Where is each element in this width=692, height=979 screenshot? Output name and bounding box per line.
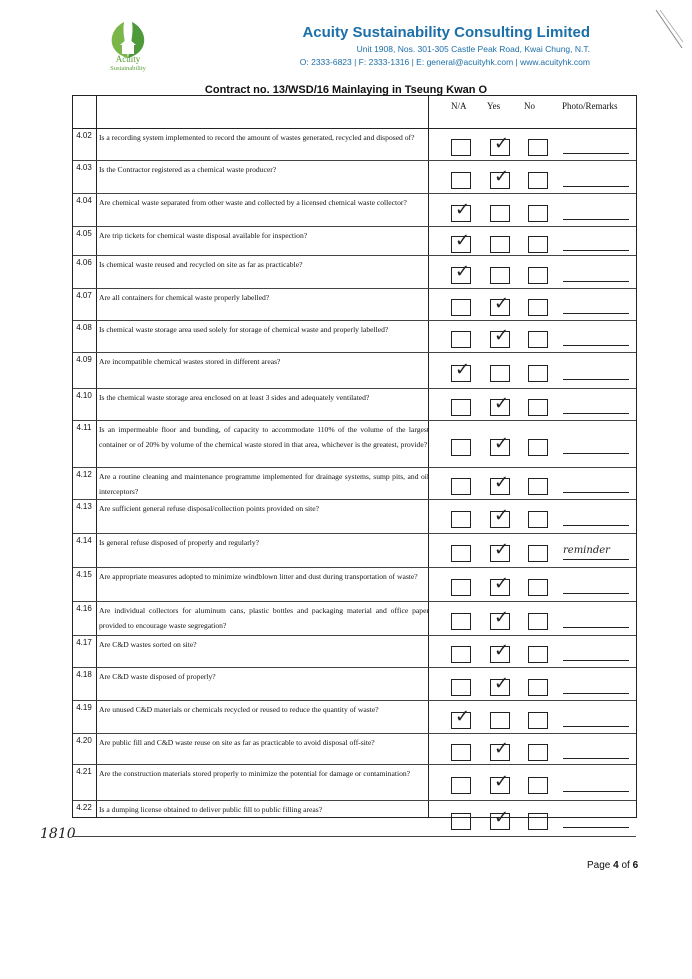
contract-title: Contract no. 13/WSD/16 Mainlaying in Tseung Kwan O: [204, 84, 488, 96]
checkbox-na[interactable]: [451, 230, 471, 253]
remark-line: [563, 345, 629, 346]
item-question: Is general refuse disposed of properly and regularly?: [99, 538, 260, 547]
table-row: [73, 701, 636, 734]
table-row: [73, 801, 636, 837]
checkbox-no[interactable]: [528, 236, 548, 253]
item-question: Is chemical waste reused and recycled on site as far as practicable?: [99, 260, 303, 269]
table-row: [73, 194, 636, 227]
item-question: Are a routine cleaning and maintenance programme implemented for drainage systems, sump pits, and oil interceptors?: [99, 472, 429, 496]
checkbox-na[interactable]: [451, 511, 471, 528]
checkbox-yes[interactable]: [490, 267, 510, 284]
item-question: Is a recording system implemented to record the amount of wastes generated, recycled and disposed of?: [99, 133, 415, 142]
checkbox-no[interactable]: [528, 813, 548, 830]
checkbox-na[interactable]: [451, 545, 471, 562]
table-row: [73, 421, 636, 468]
item-number: 4.20: [76, 736, 92, 745]
item-question: Are incompatible chemical wastes stored in different areas?: [99, 357, 281, 366]
checkbox-yes[interactable]: [490, 393, 510, 416]
item-question: Is the chemical waste storage area enclosed on at least 3 sides and adequately ventilated?: [99, 393, 370, 402]
item-number: 4.22: [76, 803, 92, 812]
remark-line: [563, 453, 629, 454]
checkbox-no[interactable]: [528, 712, 548, 729]
table-row: [73, 321, 636, 353]
checkbox-no[interactable]: [528, 299, 548, 316]
tick-mark: ✓: [494, 607, 510, 628]
item-question: Are the construction materials stored properly to minimize the potential for damage or contamination?: [99, 769, 411, 778]
tick-mark: ✓: [455, 199, 471, 220]
item-question: Are appropriate measures adopted to minimize windblown litter and dust during transportation of waste?: [99, 572, 418, 581]
checkbox-yes[interactable]: [490, 712, 510, 729]
tick-mark: ✓: [494, 771, 510, 792]
item-number: 4.09: [76, 355, 92, 364]
remark-line: [563, 726, 629, 727]
company-name: Acuity Sustainability Consulting Limited: [302, 24, 590, 41]
checkbox-yes[interactable]: [490, 433, 510, 456]
col-na: N/A: [451, 101, 467, 111]
checkbox-no[interactable]: [528, 744, 548, 761]
tick-mark: ✓: [494, 293, 510, 314]
remark-line: [563, 413, 629, 414]
item-question: Is an impermeable floor and bunding, of capacity to accommodate 110% of the volume of the largest container or of 20% by volume of the chemical waste stored in that area, whichever is the greatest, provide?: [99, 425, 429, 449]
item-number: 4.17: [76, 638, 92, 647]
checkbox-na[interactable]: [451, 199, 471, 222]
checkbox-na[interactable]: [451, 777, 471, 794]
tick-mark: ✓: [494, 433, 510, 454]
remark-line: [563, 250, 629, 251]
remark-line: [563, 791, 629, 792]
company-block: [300, 24, 590, 67]
item-question: Is the Contractor registered as a chemical waste producer?: [99, 165, 277, 174]
remark-line: [563, 525, 629, 526]
checkbox-yes[interactable]: [490, 607, 510, 630]
table-row: [73, 765, 636, 801]
checkbox-yes[interactable]: [490, 365, 510, 382]
item-number: 4.02: [76, 131, 92, 140]
checkbox-no[interactable]: [528, 331, 548, 348]
remark-line: [563, 219, 629, 220]
checkbox-no[interactable]: [528, 613, 548, 630]
item-number: 4.11: [76, 423, 92, 432]
table-row: [73, 636, 636, 668]
checkbox-na[interactable]: [451, 399, 471, 416]
item-number: 4.16: [76, 604, 92, 613]
checkbox-no[interactable]: [528, 545, 548, 562]
checkbox-na[interactable]: [451, 359, 471, 382]
company-address: Unit 1908, Nos. 301-305 Castle Peak Road, Kwai Chung, N.T.: [356, 44, 590, 54]
remark-line: [563, 379, 629, 380]
tick-mark: ✓: [494, 325, 510, 346]
item-number: 4.15: [76, 570, 92, 579]
tick-mark: ✓: [494, 807, 510, 828]
remark-line: [563, 153, 629, 154]
tick-mark: ✓: [455, 261, 471, 282]
item-number: 4.12: [76, 470, 92, 479]
item-number: 4.14: [76, 536, 92, 545]
item-question: Are sufficient general refuse disposal/collection points provided on site?: [99, 504, 320, 513]
checkbox-yes[interactable]: [490, 166, 510, 189]
checkbox-no[interactable]: [528, 172, 548, 189]
remark-line: [563, 827, 629, 828]
item-number: 4.18: [76, 670, 92, 679]
company-contact: O: 2333-6823 | F: 2333-1316 | E: general@acuityhk.com | www.acuityhk.com: [299, 57, 590, 67]
checkbox-na[interactable]: [451, 299, 471, 316]
checkbox-na[interactable]: [451, 139, 471, 156]
table-row: [73, 500, 636, 534]
checkbox-yes[interactable]: [490, 133, 510, 156]
remark-line: [563, 492, 629, 493]
remark-line: [563, 758, 629, 759]
checkbox-no[interactable]: [528, 267, 548, 284]
table-row: [73, 256, 636, 289]
checkbox-na[interactable]: [451, 744, 471, 761]
checkbox-na[interactable]: [451, 679, 471, 696]
checkbox-yes[interactable]: [490, 640, 510, 663]
item-number: 4.05: [76, 229, 92, 238]
checkbox-yes[interactable]: [490, 293, 510, 316]
table-row: [73, 389, 636, 421]
item-number: 4.21: [76, 767, 92, 776]
checkbox-yes[interactable]: [490, 573, 510, 596]
handwritten-note: 1810: [40, 826, 76, 842]
item-question: Is chemical waste storage area used solely for storage of chemical waste and properly labelled?: [99, 325, 389, 334]
item-question: Are all containers for chemical waste properly labelled?: [99, 293, 270, 302]
tick-mark: ✓: [455, 230, 471, 251]
page-number: Page 4 of 6: [587, 860, 639, 871]
logo-text: Acuity Sustainability: [110, 54, 146, 72]
item-question: Is a dumping license obtained to deliver public fill to public filling areas?: [99, 805, 323, 814]
table-header: [73, 96, 636, 129]
tick-mark: ✓: [494, 505, 510, 526]
item-question: Are individual collectors for aluminum cans, plastic bottles and packaging material and office paper provided to encourage waste segregation?: [99, 606, 429, 630]
checkbox-na[interactable]: [451, 439, 471, 456]
checkbox-yes[interactable]: [490, 205, 510, 222]
checkbox-no[interactable]: [528, 511, 548, 528]
checkbox-na[interactable]: [451, 579, 471, 596]
checkbox-na[interactable]: [451, 646, 471, 663]
tick-mark: ✓: [494, 393, 510, 414]
tick-mark: ✓: [494, 166, 510, 187]
item-number: 4.10: [76, 391, 92, 400]
checkbox-no[interactable]: [528, 139, 548, 156]
remark-line: [563, 627, 629, 628]
checkbox-yes[interactable]: [490, 673, 510, 696]
corner-pen-mark: [654, 8, 684, 52]
table-row: [73, 353, 636, 389]
checkbox-no[interactable]: [528, 679, 548, 696]
table-row: [73, 129, 636, 161]
table-row: [73, 227, 636, 256]
checkbox-no[interactable]: [528, 399, 548, 416]
item-number: 4.03: [76, 163, 92, 172]
table-row: [73, 568, 636, 602]
remark-line: [563, 281, 629, 282]
checkbox-no[interactable]: [528, 777, 548, 794]
tick-mark: ✓: [494, 539, 510, 560]
remark-line: [563, 660, 629, 661]
item-question: Are unused C&D materials or chemicals recycled or reused to reduce the quantity of waste?: [99, 705, 379, 714]
col-no: No: [524, 101, 535, 111]
tick-mark: ✓: [455, 359, 471, 380]
checkbox-na[interactable]: [451, 331, 471, 348]
tick-mark: ✓: [494, 738, 510, 759]
tick-mark: ✓: [494, 673, 510, 694]
item-question: Are C&D waste disposed of properly?: [99, 672, 216, 681]
remark-line: [563, 559, 629, 560]
item-number: 4.08: [76, 323, 92, 332]
checkbox-na[interactable]: [451, 261, 471, 284]
item-question: Are chemical waste separated from other waste and collected by a licensed chemical waste collector?: [99, 198, 407, 207]
remark-text: reminder: [563, 545, 610, 556]
checkbox-yes[interactable]: [490, 472, 510, 495]
item-number: 4.07: [76, 291, 92, 300]
remark-line: [563, 313, 629, 314]
tick-mark: ✓: [455, 706, 471, 727]
item-question: Are C&D wastes sorted on site?: [99, 640, 197, 649]
tick-mark: ✓: [494, 573, 510, 594]
item-question: Are trip tickets for chemical waste disposal available for inspection?: [99, 231, 308, 240]
tick-mark: ✓: [494, 640, 510, 661]
checkbox-no[interactable]: [528, 439, 548, 456]
checkbox-yes[interactable]: [490, 738, 510, 761]
checkbox-yes[interactable]: [490, 539, 510, 562]
item-number: 4.19: [76, 703, 92, 712]
checkbox-yes[interactable]: [490, 236, 510, 253]
checkbox-yes[interactable]: [490, 325, 510, 348]
table-row: [73, 734, 636, 765]
remark-line: [563, 593, 629, 594]
item-number: 4.13: [76, 502, 92, 511]
checkbox-na[interactable]: [451, 613, 471, 630]
table-row: [73, 602, 636, 636]
table-row: [73, 468, 636, 500]
checkbox-yes[interactable]: [490, 505, 510, 528]
table-row: [73, 668, 636, 701]
checklist-table: [72, 95, 637, 828]
checkbox-no[interactable]: [528, 478, 548, 495]
checkbox-na[interactable]: [451, 172, 471, 189]
checkbox-no[interactable]: [528, 646, 548, 663]
table-row: [73, 534, 636, 568]
checkbox-na[interactable]: [451, 478, 471, 495]
checkbox-yes[interactable]: [490, 771, 510, 794]
checkbox-no[interactable]: [528, 365, 548, 382]
item-number: 4.06: [76, 258, 92, 267]
table-row: [73, 161, 636, 194]
remark-line: [563, 186, 629, 187]
checkbox-no[interactable]: [528, 579, 548, 596]
checkbox-na[interactable]: [451, 813, 471, 830]
checkbox-no[interactable]: [528, 205, 548, 222]
item-question: Are public fill and C&D waste reuse on site as far as practicable to avoid disposal off-site?: [99, 738, 375, 747]
checkbox-yes[interactable]: [490, 807, 510, 830]
col-remarks: Photo/Remarks: [562, 101, 618, 111]
tick-mark: ✓: [494, 133, 510, 154]
col-yes: Yes: [487, 101, 501, 111]
tick-mark: ✓: [494, 472, 510, 493]
item-number: 4.04: [76, 196, 92, 205]
checkbox-na[interactable]: [451, 706, 471, 729]
remark-line: [563, 693, 629, 694]
table-row: [73, 289, 636, 321]
